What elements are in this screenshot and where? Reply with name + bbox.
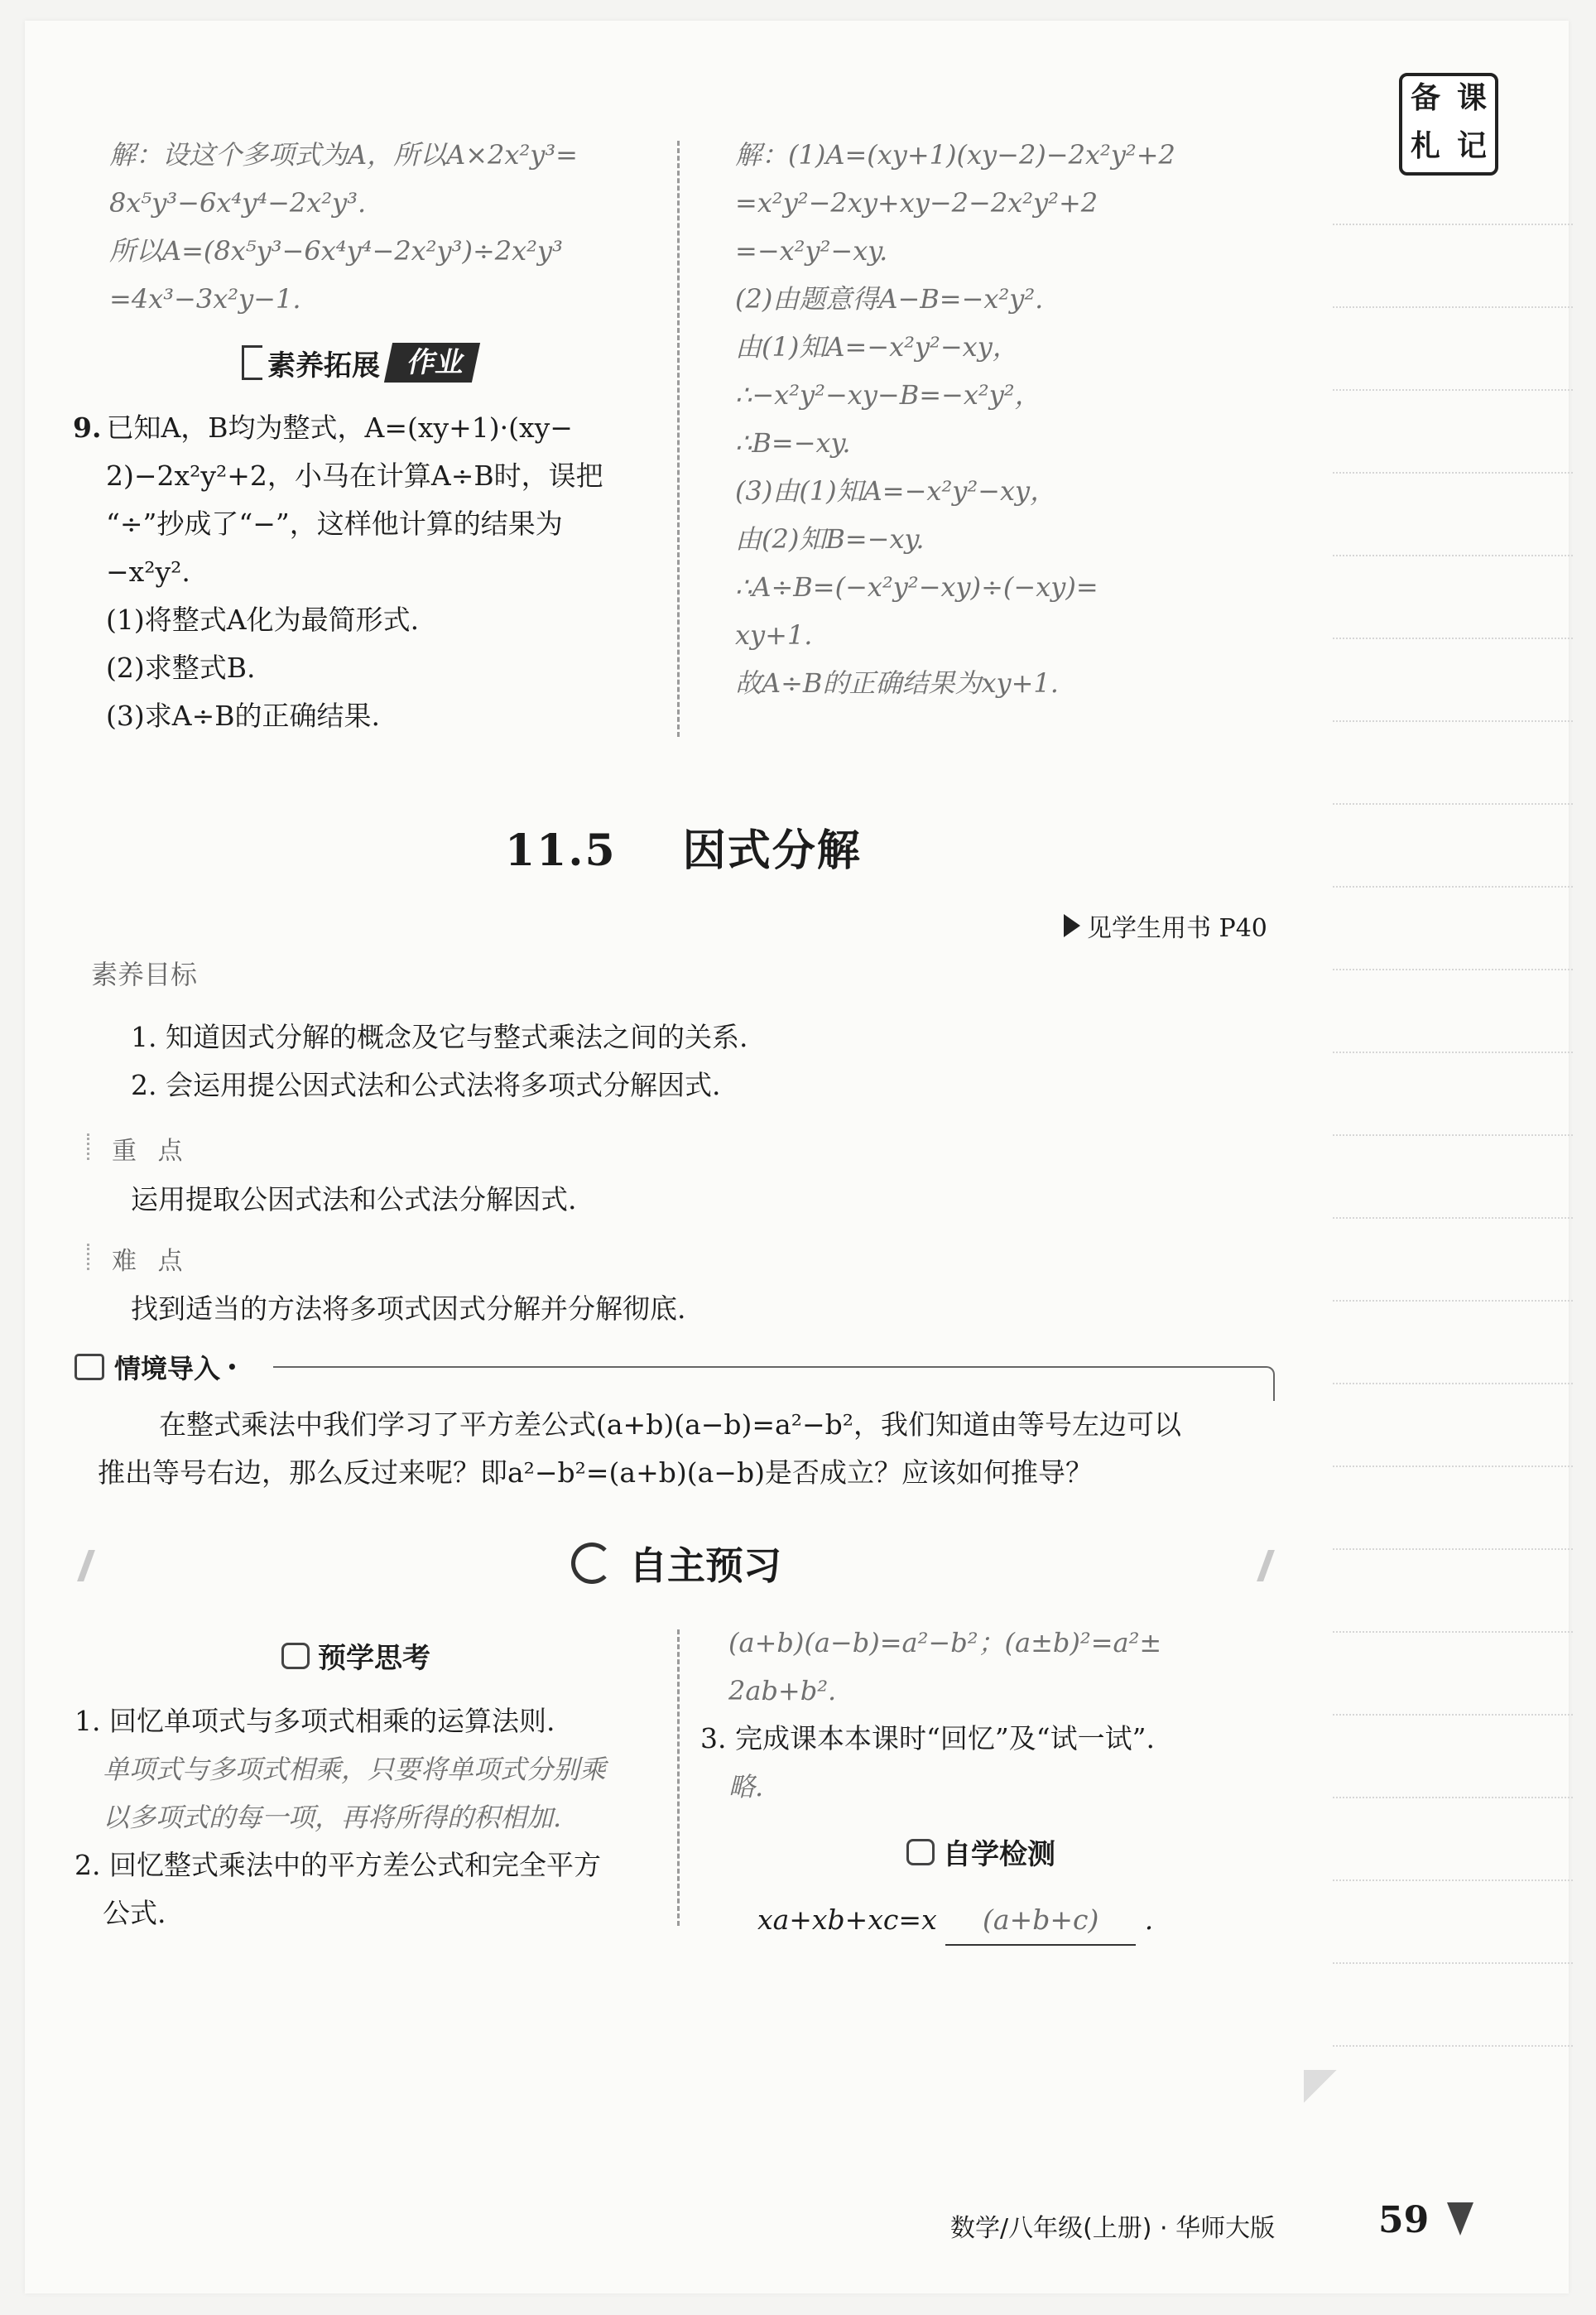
key-point-label: 重 点 [112, 1137, 190, 1166]
preview-answer: 以多项式的每一项，再将所得的积相加. [103, 1802, 562, 1833]
solution-line: 8x⁵y³−6x⁴y⁴−2x²y³. [109, 187, 367, 219]
goal-item: 2. 会运用提公因式法和公式法将多项式分解因式. [131, 1069, 721, 1101]
solution-line: 所以A=(8x⁵y³−6x⁴y⁴−2x²y³)÷2x²y³ [109, 235, 563, 267]
scene-label: 情境导入 [114, 1353, 221, 1384]
question-line: “÷”抄成了“−”，这样他计算的结果为 [106, 508, 563, 540]
scene-rule-hook [1265, 1366, 1275, 1401]
preview-answer: 略. [728, 1771, 764, 1802]
solution-line: ∴−x²y²−xy−B=−x²y²， [735, 379, 1041, 411]
bracket-icon [242, 345, 262, 380]
preview-label: 预学思考 [318, 1642, 430, 1675]
goal-item: 1. 知道因式分解的概念及它与整式乘法之间的关系. [131, 1021, 748, 1053]
difficulty-text: 找到适当的方法将多项式因式分解并分解彻底. [131, 1292, 686, 1325]
ref-text: 见学生用书 P40 [1087, 914, 1267, 943]
bar-icon [87, 1133, 94, 1160]
self-study-heading [571, 1536, 781, 1591]
pen-circle-icon [571, 1543, 613, 1584]
badge-char: 记 [1456, 129, 1487, 163]
bar-icon [87, 1244, 94, 1270]
page-corner-decor [1304, 2070, 1337, 2103]
difficulty-label: 难 点 [112, 1247, 190, 1276]
difficulty-heading [112, 1240, 190, 1277]
self-study-label: 自主预习 [629, 1543, 781, 1588]
solution-line: =−x²y²−xy. [735, 235, 888, 267]
section-number: 11.5 [505, 825, 617, 876]
key-point-heading [112, 1130, 190, 1167]
solution-line: 由(1)知A=−x²y²−xy， [735, 331, 1019, 363]
preview-question: 2. 回忆整式乘法中的平方差公式和完全平方 [75, 1849, 601, 1881]
question-part: (3)求A÷B的正确结果. [106, 700, 380, 732]
homework-badge: 作业 [384, 343, 480, 383]
page-number: 59 [1378, 2199, 1430, 2241]
badge-char: 备 [1410, 81, 1440, 115]
preview-questions [75, 1697, 606, 1937]
question-part: (2)求整式B. [106, 652, 256, 684]
self-check-label: 自学检测 [943, 1838, 1055, 1871]
scene-heading [75, 1348, 238, 1386]
badge-char: 札 [1410, 129, 1440, 163]
self-check-heading [906, 1831, 1055, 1872]
solution-line: ∴A÷B=(−x²y²−xy)÷(−xy)= [735, 571, 1098, 603]
question-line: −x²y². [106, 556, 190, 588]
preview-continued [700, 1619, 1162, 1811]
solution-line: (2)由题意得A−B=−x²y². [735, 283, 1044, 315]
scene-text [98, 1401, 1181, 1497]
footer-book: 数学/八年级(上册) · 华师大版 [950, 2214, 1276, 2243]
check-icon [906, 1839, 935, 1865]
dot-icon: • [227, 1357, 238, 1377]
solution-line: =4x³−3x²y−1. [109, 283, 301, 315]
preview-question: 1. 回忆单项式与多项式相乘的运算法则. [75, 1705, 555, 1737]
section-title [505, 816, 862, 878]
preview-answer: 2ab+b². [728, 1675, 837, 1706]
solution-line: (3)由(1)知A=−x²y²−xy， [735, 475, 1057, 507]
solution-line: ∴B=−xy. [735, 427, 851, 459]
badge-char: 课 [1456, 81, 1487, 115]
solution-line: =x²y²−2xy+xy−2−2x²y²+2 [735, 187, 1098, 219]
preview-question: 公式. [103, 1897, 166, 1929]
answer-blank: (a+b+c) [945, 1896, 1136, 1946]
column-divider [677, 1629, 680, 1926]
question-9 [73, 404, 603, 740]
solution-line: xy+1. [735, 619, 813, 651]
chat-icon [75, 1354, 104, 1380]
key-point-text: 运用提取公因式法和公式法分解因式. [131, 1183, 577, 1215]
student-book-ref [1064, 907, 1267, 944]
extension-tag [242, 339, 476, 386]
solution-line: 解：设这个多项式为A，所以A×2x²y³= [109, 139, 578, 171]
section-name: 因式分解 [682, 825, 862, 876]
preview-question: 3. 完成课本本课时“回忆”及“试一试”. [700, 1722, 1155, 1754]
scene-rule [273, 1366, 1267, 1368]
preview-heading [281, 1635, 430, 1676]
self-check-item [757, 1896, 1153, 1946]
solution-line: 故A÷B的正确结果为xy+1. [735, 667, 1059, 699]
triangle-icon [1064, 914, 1080, 937]
goals-list [131, 1013, 748, 1109]
question-line: 2)−2x²y²+2，小马在计算A÷B时，误把 [106, 460, 603, 492]
question-line: 已知A，B均为整式，A=(xy+1)·(xy− [106, 412, 573, 444]
extension-label: 素养拓展 [267, 349, 380, 383]
end-mark: . [1144, 1903, 1154, 1936]
scene-line: 推出等号右边，那么反过来呢？即a²−b²=(a+b)(a−b)是否成立？应该如何推导？ [98, 1456, 1093, 1489]
question-number: 9. [73, 412, 102, 444]
solution-line: 解：(1)A=(xy+1)(xy−2)−2x²y²+2 [735, 139, 1175, 171]
preview-answer: 单项式与多项式相乘，只要将单项式分别乘 [103, 1754, 607, 1785]
expression: xa+xb+xc=x [757, 1903, 937, 1936]
question-9-solution [735, 131, 1175, 707]
goals-heading: 素养目标 [91, 959, 198, 990]
scene-line: 在整式乘法中我们学习了平方差公式(a+b)(a−b)=a²−b²，我们知道由等号左边可以 [159, 1408, 1181, 1441]
preview-answer: (a+b)(a−b)=a²−b²；(a±b)²=a²± [728, 1627, 1162, 1658]
solution-line: 由(2)知B=−xy. [735, 523, 925, 555]
notes-badge [1399, 73, 1498, 176]
prev-solution [109, 131, 578, 323]
corner-triangle-icon [1447, 2202, 1473, 2236]
column-divider [677, 141, 680, 737]
note-icon [281, 1643, 310, 1669]
question-part: (1)将整式A化为最简形式. [106, 604, 420, 636]
